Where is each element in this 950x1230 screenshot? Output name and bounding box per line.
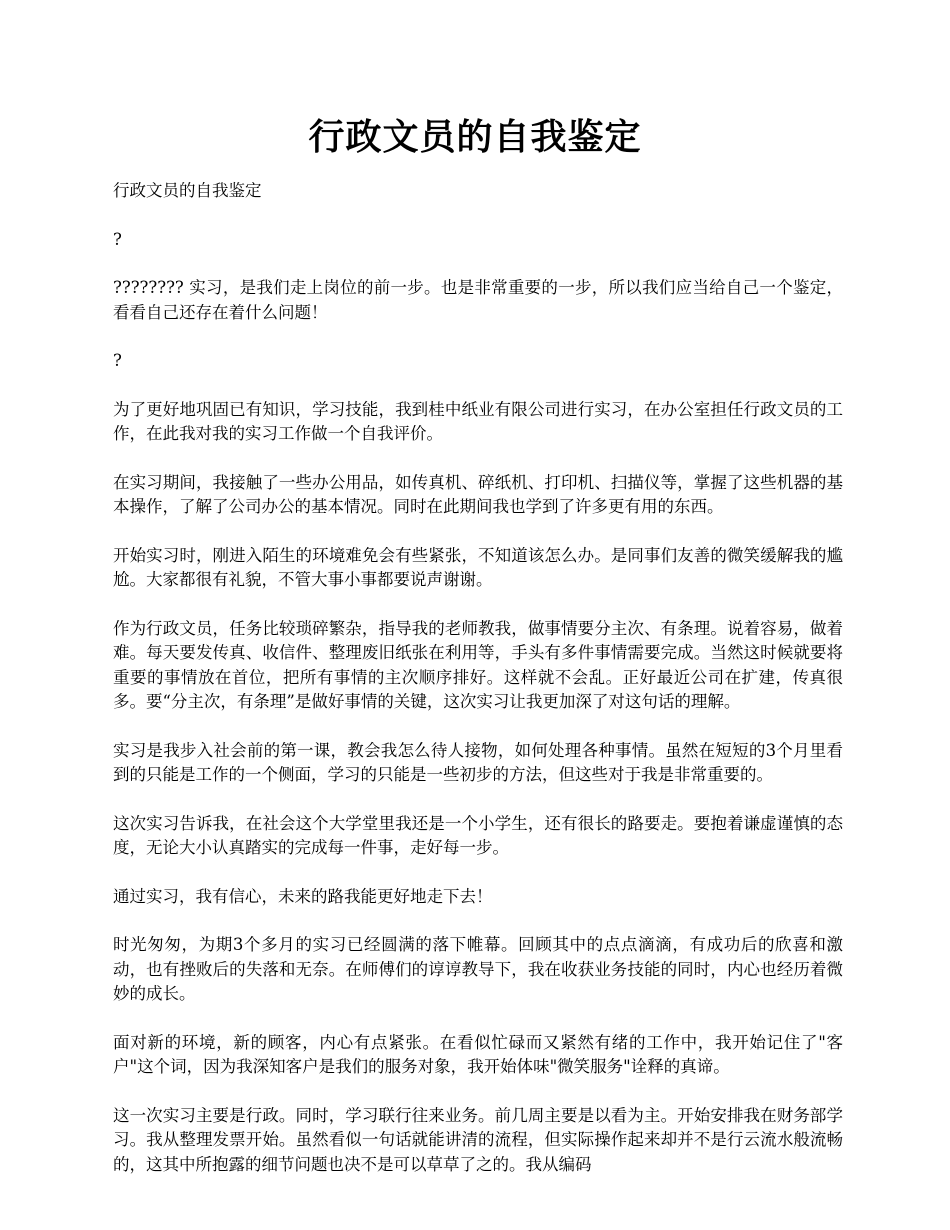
document-body [113, 179, 843, 1201]
paragraph: ? [113, 229, 122, 249]
paragraph: ? [113, 351, 122, 370]
paragraph: 这次实习告诉我，在社会这个大学堂里我还是一个小学生，还有很长的路要走。要抱着谦虚谨慎的态度，无论大小认真踏实的完成每一件事，走好每一步。 [113, 813, 843, 857]
paragraph: 通过实习，我有信心，未来的路我能更好地走下去！ [113, 886, 493, 906]
paragraph: ???????? 实习，是我们走上岗位的前一步。也是非常重要的一步，所以我们应当给自己一个鉴定，看看自己还存在着什么问题！ [113, 278, 843, 322]
paragraph: 面对新的环境，新的顾客，内心有点紧张。在看似忙碌而又紧然有绪的工作中，我开始记住了"客户"这个词，因为我深知客户是我们的服务对象，我开始体味"微笑服务"诠释的真谛。 [113, 1032, 843, 1076]
paragraph: 行政文员的自我鉴定 [113, 181, 262, 200]
paragraph: 这一次实习主要是行政。同时，学习联行往来业务。前几周主要是以看为主。开始安排我在财务部学习。我从整理发票开始。虽然看似一句话就能讲清的流程，但实际操作起来却并不是行云流水般流畅的，这其中所抱露的细节问题也决不是可以草草了之的。我从编码 [113, 1105, 843, 1174]
paragraph: 为了更好地巩固已有知识，学习技能，我到桂中纸业有限公司进行实习，在办公室担任行政文员的工作，在此我对我的实习工作做一个自我评价。 [113, 399, 843, 443]
paragraph: 作为行政文员，任务比较琐碎繁杂，指导我的老师教我，做事情要分主次、有条理。说着容易，做着难。每天要发传真、收信件、整理废旧纸张在利用等，手头有多件事情需要完成。当然这时候就要将重要的事情放在首位，把所有事情的主次顺序排好。这样就不会乱。正好最近公司在扩建，传真很多。要“分主次，有条理”是做好事情的关键，这次实习让我更加深了对这句话的理解。 [113, 618, 843, 711]
document-title: 行政文员的自我鉴定 [308, 116, 642, 158]
paragraph: 时光匆匆，为期3个多月的实习已经圆满的落下帷幕。回顾其中的点点滴滴，有成功后的欣喜和激动，也有挫败后的失落和无奈。在师傅们的谆谆教导下，我在收获业务技能的同时，内心也经历着微妙的成长。 [113, 935, 843, 1003]
paragraph: 开始实习时，刚进入陌生的环境难免会有些紧张，不知道该怎么办。是同事们友善的微笑缓解我的尴尬。大家都很有礼貌，不管大事小事都要说声谢谢。 [113, 545, 843, 589]
paragraph: 实习是我步入社会前的第一课，教会我怎么待人接物，如何处理各种事情。虽然在短短的3个月里看到的只能是工作的一个侧面，学习的只能是一些初步的方法，但这些对于我是非常重要的。 [113, 740, 843, 784]
paragraph: 在实习期间，我接触了一些办公用品，如传真机、碎纸机、打印机、扫描仪等，掌握了这些机器的基本操作，了解了公司办公的基本情况。同时在此期间我也学到了许多更有用的东西。 [113, 472, 843, 516]
